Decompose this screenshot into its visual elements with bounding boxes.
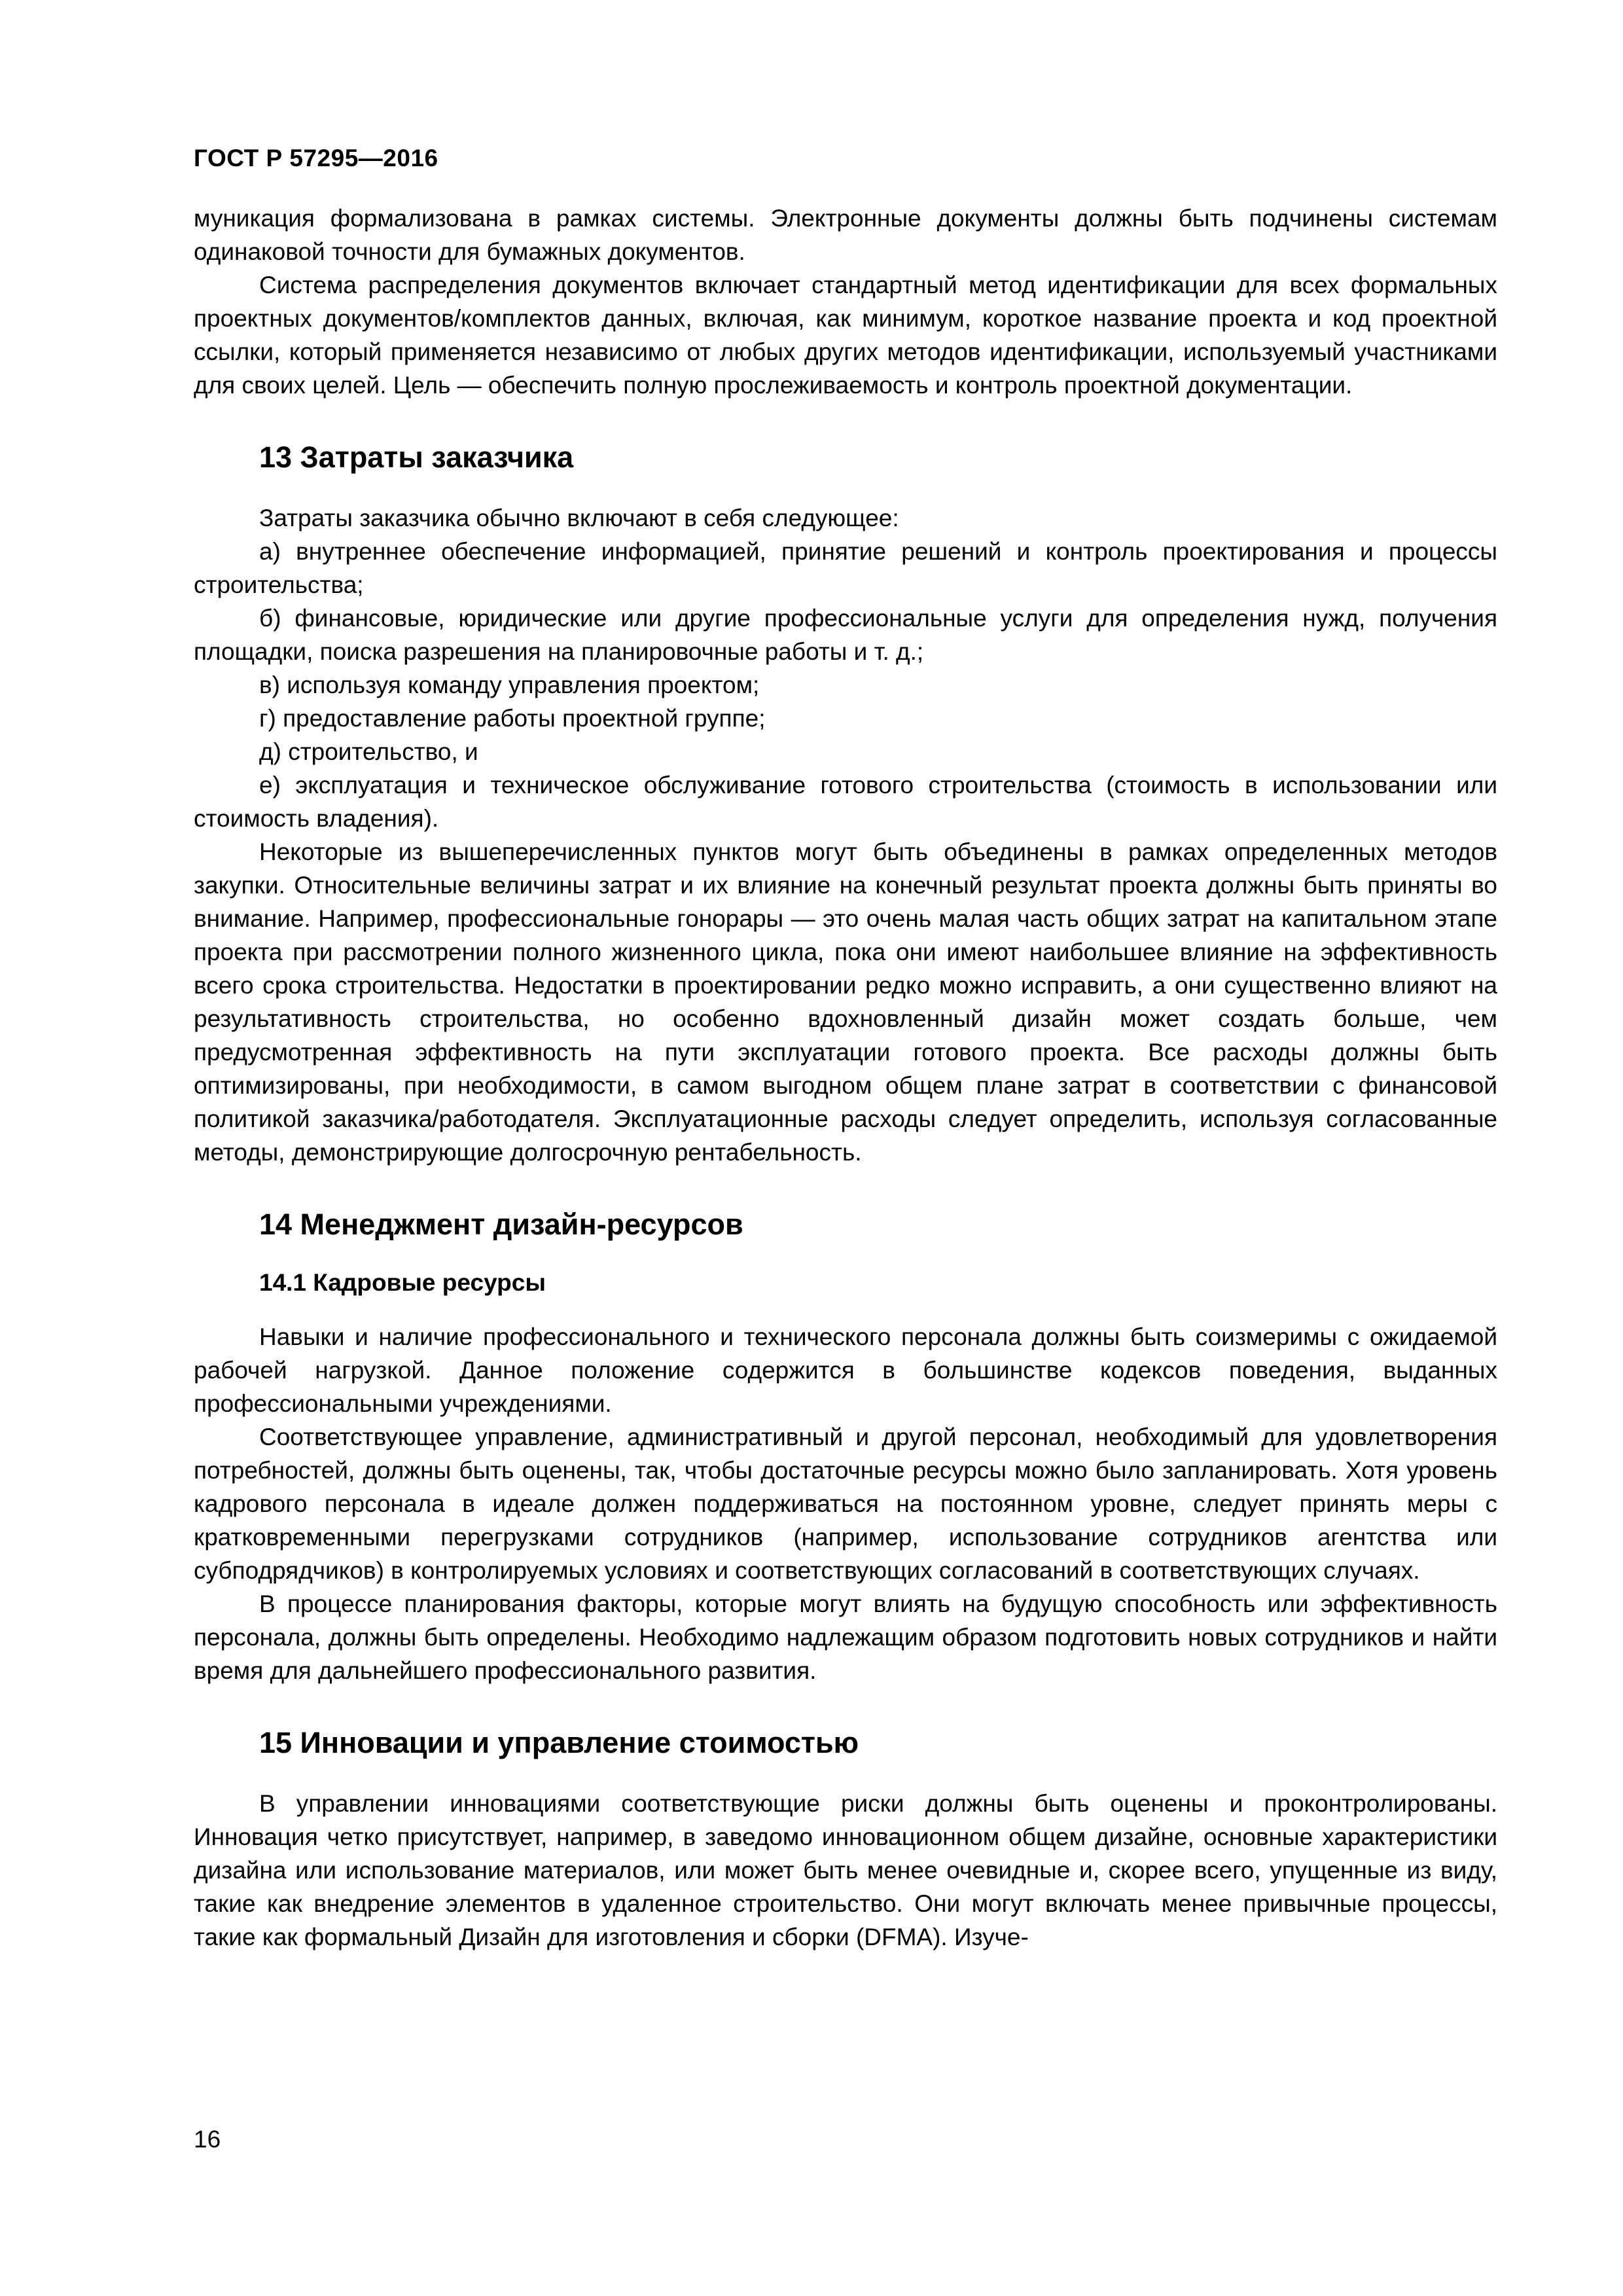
section-heading-13: 13 Затраты заказчика xyxy=(259,440,574,475)
document-page xyxy=(194,144,1497,1954)
section-heading-15: 15 Инновации и управление стоимостью xyxy=(259,1725,859,1759)
paragraph: Соответствующее управление, административный и другой персонал, необходимый для удовлетворения потребностей, должны быть оценены, так, чтобы достаточные ресурсы можно было запланировать. Хотя уровень кадрового персонала в идеале должен поддерживаться на постоянном уровне, следует принять меры с кратковременными перегрузками сотрудников (например, использование сотрудников агентства или субподрядчиков) в контролируемых условиях и соответствующих согласований в соответствующих случаях. xyxy=(194,1423,1497,1584)
list-item-d: г) предоставление работы проектной группе; xyxy=(259,705,766,732)
document-code: ГОСТ Р 57295—2016 xyxy=(194,145,438,171)
paragraph: В управлении инновациями соответствующие риски должны быть оценены и проконтролированы. Инновация четко присутствует, например, в заведомо инновационном общем дизайне, основные характеристики дизайна или использование материалов, или может быть менее очевидные и, скорее всего, упущенные из виду, такие как внедрение элементов в удаленное строительство. Они могут включать менее привычные процессы, такие как формальный Дизайн для изготовления и сборки (DFMA). Изуче- xyxy=(194,1789,1497,1950)
list-item-f: е) эксплуатация и техническое обслуживание готового строительства (стоимость в использовании или стоимость владения). xyxy=(194,772,1497,833)
paragraph: Некоторые из вышеперечисленных пунктов могут быть объединены в рамках определенных методов закупки. Относительные величины затрат и их влияние на конечный результат проекта должны быть приняты во внимание. Например, профессиональные гонорары — это очень малая часть общих затрат на капитальном этапе проекта при рассмотрении полного жизненного цикла, пока они имеют наибольшее влияние на эффективность всего срока строительства. Недостатки в проектировании редко можно исправить, а они существенно влияют на результативность строительства, но особенно вдохновленный дизайн может создать больше, чем предусмотренная эффективность на пути эксплуатации готового проекта. Все расходы должны быть оптимизированы, при необходимости, в самом выгодном общем плане затрат в соответствии с финансовой политикой заказчика/работодателя. Эксплуатационные расходы следует определить, используя согласованные методы, демонстрирующие долгосрочную рентабельность. xyxy=(194,838,1497,1166)
list-item-e: д) строительство, и xyxy=(259,738,478,766)
list-item-b: б) финансовые, юридические или другие профессиональные услуги для определения нужд, получения площадки, поиска разрешения на планировочные работы и т. д.; xyxy=(194,605,1497,666)
list-item-a: а) внутреннее обеспечение информацией, принятие решений и контроль проектирования и процессы строительства; xyxy=(194,538,1497,599)
paragraph: В процессе планирования факторы, которые могут влиять на будущую способность или эффективность персонала, должны быть определены. Необходимо надлежащим образом подготовить новых сотрудников и найти время для дальнейшего профессионального развития. xyxy=(194,1590,1497,1684)
paragraph: муникация формализована в рамках системы. Электронные документы должны быть подчинены системам одинаковой точности для бумажных документов. xyxy=(194,205,1497,266)
paragraph: Система распределения документов включает стандартный метод идентификации для всех формальных проектных документов/комплектов данных, включая, как минимум, короткое название проекта и код проектной ссылки, который применяется независимо от любых других методов идентификации, используемый участниками для своих целей. Цель — обеспечить полную прослеживаемость и контроль проектной документации. xyxy=(194,272,1497,399)
list-item-c: в) используя команду управления проектом; xyxy=(259,672,760,699)
paragraph: Навыки и наличие профессионального и технического персонала должны быть соизмеримы с ожидаемой рабочей нагрузкой. Данное положение содержится в большинстве кодексов поведения, выданных профессиональными учреждениями. xyxy=(194,1323,1497,1417)
subsection-heading-14-1: 14.1 Кадровые ресурсы xyxy=(259,1269,546,1297)
page-number: 16 xyxy=(194,2126,221,2153)
paragraph: Затраты заказчика обычно включают в себя следующее: xyxy=(259,505,899,532)
section-heading-14: 14 Менеджмент дизайн-ресурсов xyxy=(259,1208,743,1242)
